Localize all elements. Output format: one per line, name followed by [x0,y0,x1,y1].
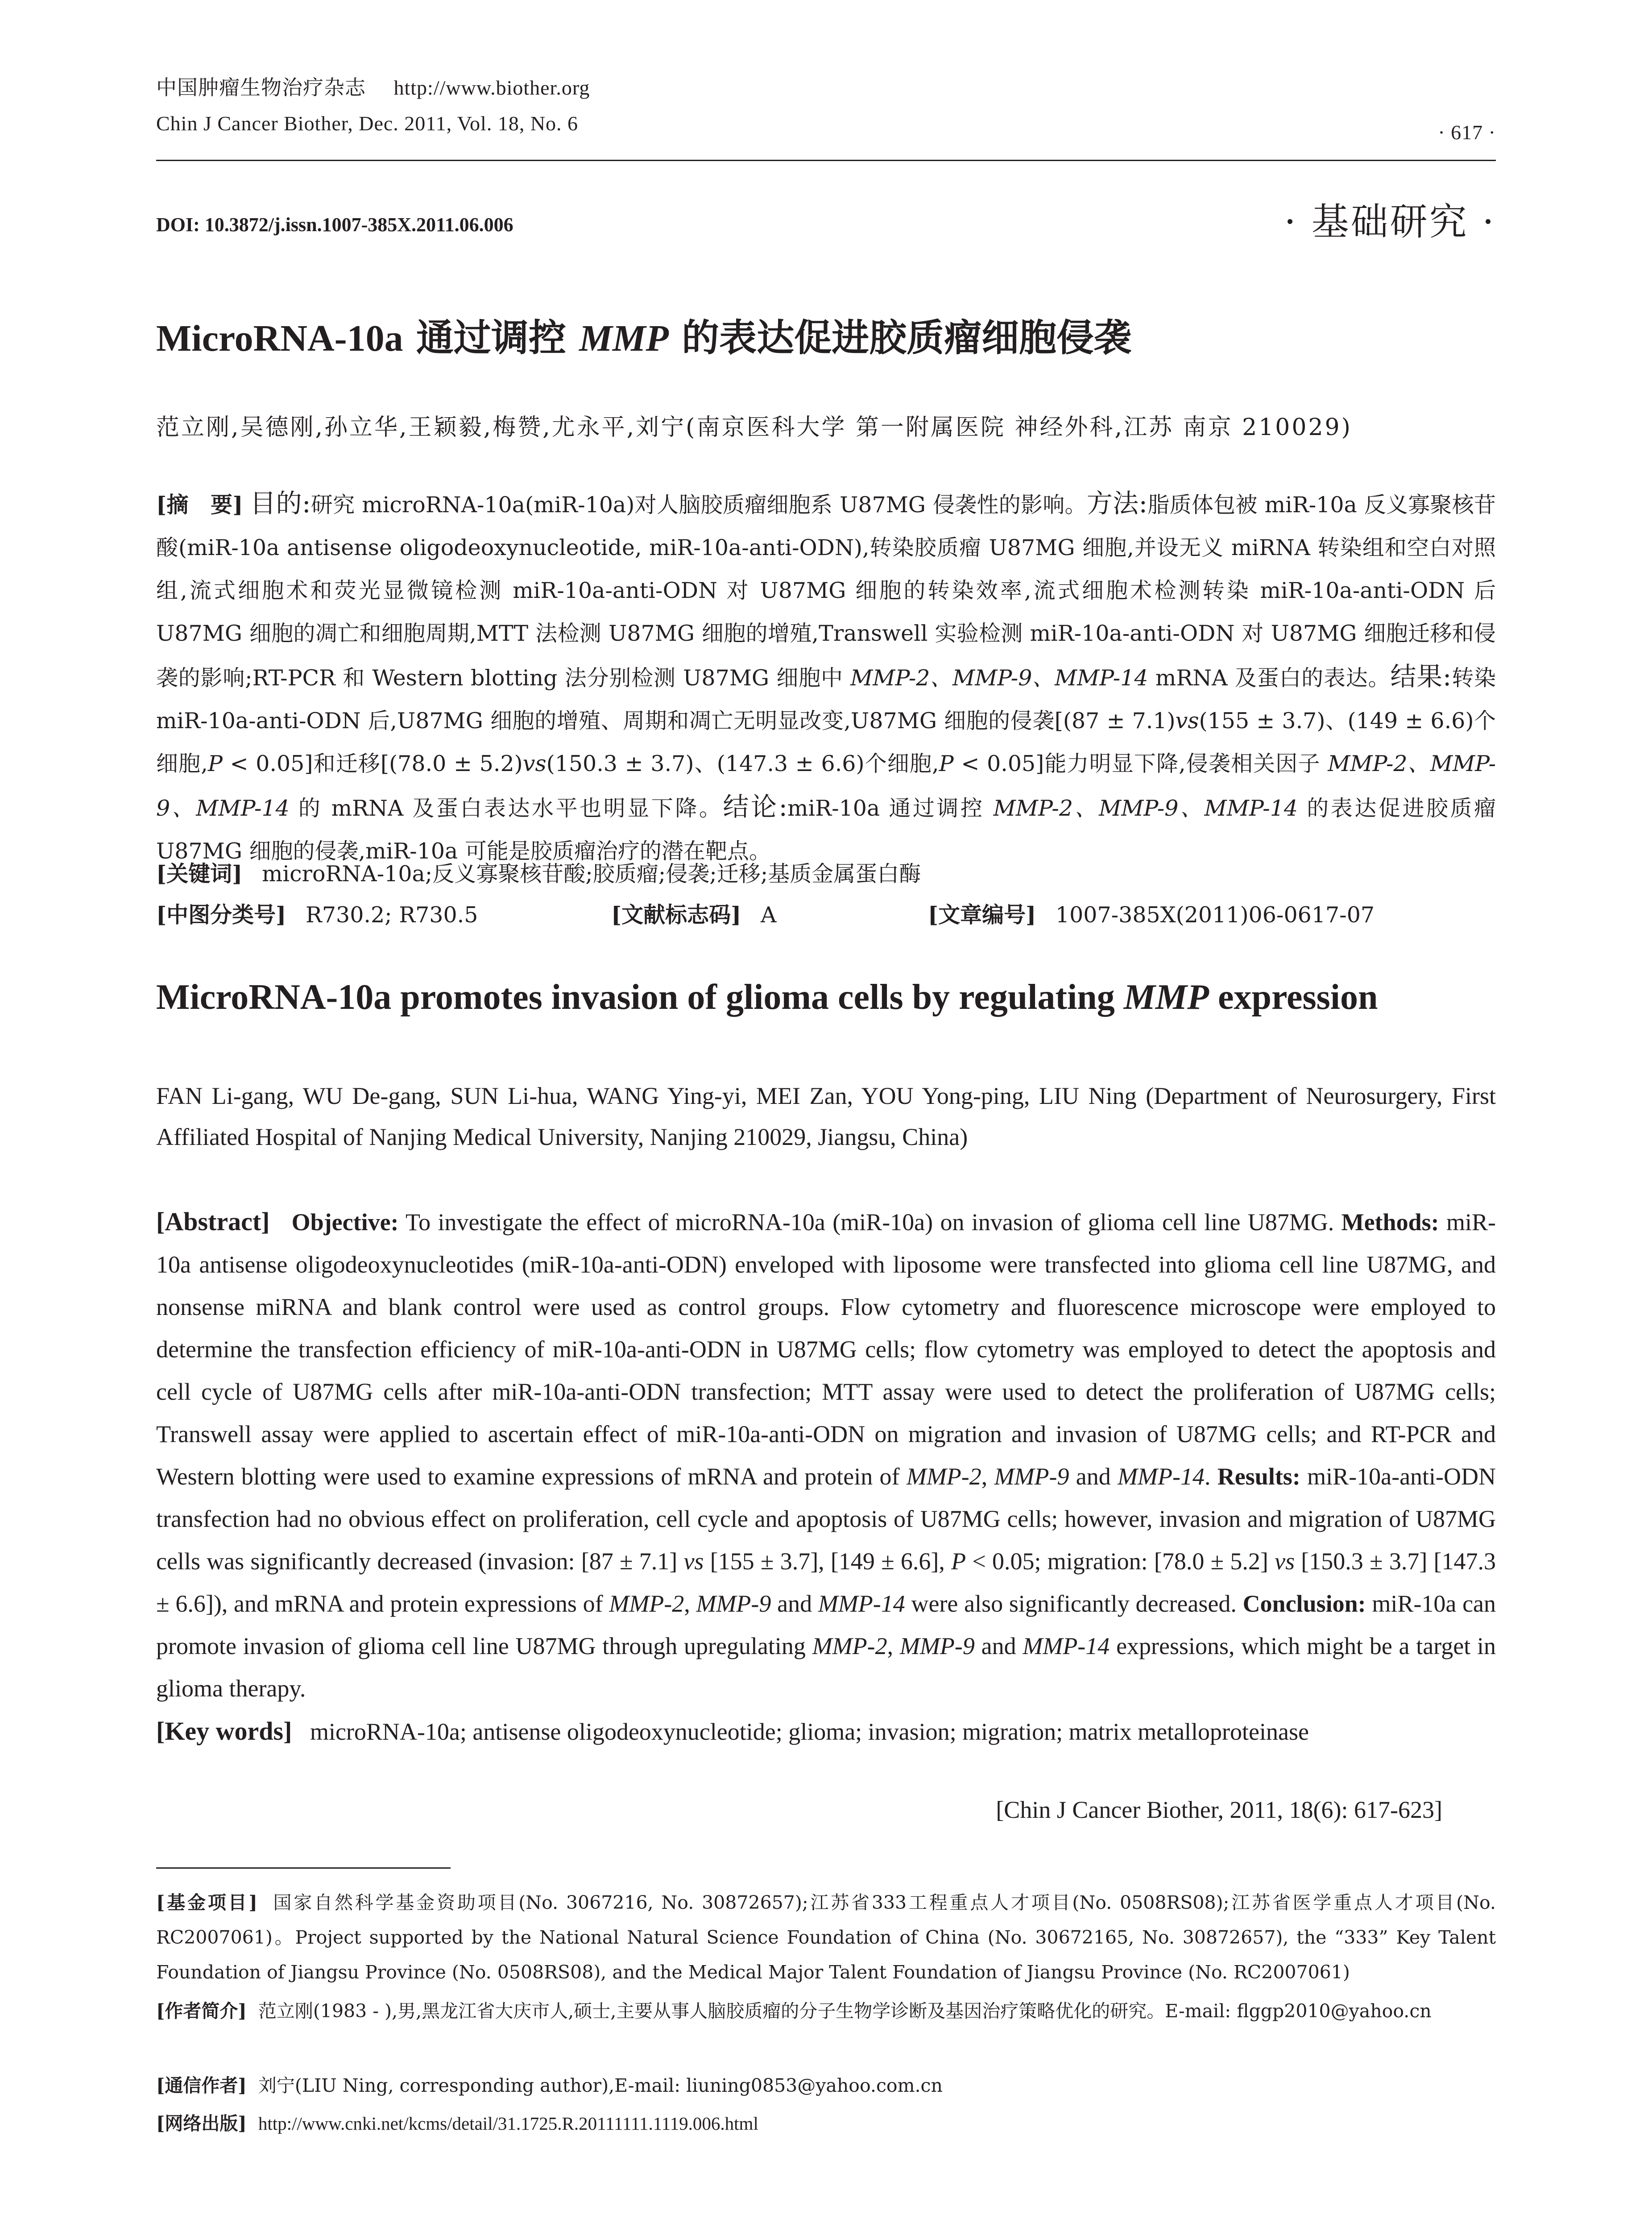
abstract-en-label: [Abstract] [156,1207,270,1236]
title-en: MicroRNA-10a promotes invasion of glioma cells by regulating MMP expression [156,978,1378,1017]
footnote-corresponding: [通信作者] 刘宁(LIU Ning, corresponding author),E-mail: liuning0853@yahoo.com.cn [156,2075,943,2096]
footnote-fund: [基金项目] 国家自然科学基金资助项目(No. 3067216, No. 30872657);江苏省333工程重点人才项目(No. 0508RS08);江苏省医学重点人才项目(No. RC2007061)。Project supported by the National Natural Science Foundation of China (No. 30672165, No. 30872657), the “333” Key Talent Foundation of Jiangsu Province (No. 0508RS08), and the Medical Major Talent Foundation of Jiangsu Province (No. RC2007061) [156,1892,1496,1983]
keywords-en-label: [Key words] [156,1717,292,1746]
page-number: · 617 · [1438,121,1496,144]
footnote-rule [156,1867,451,1869]
footnote-online: [网络出版] http://www.cnki.net/kcms/detail/31.1725.R.20111111.1119.006.html [156,2113,758,2134]
keywords-cn: [关键词] microRNA-10a;反义寡聚核苷酸;胶质瘤;侵袭;迁移;基质金属蛋白酶 [156,861,921,887]
authors-cn: 范立刚,吴德刚,孙立华,王颖毅,梅赞,尤永平,刘宁(南京医科大学 第一附属医院 神经外科,江苏 南京 210029) [156,414,1352,441]
abstract-cn-label: [摘 要] [156,492,243,518]
journal-name-cn: 中国肿瘤生物治疗杂志 [156,76,366,99]
abstract-cn: [摘 要] 目的:研究 microRNA-10a(miR-10a)对人脑胶质瘤细胞系 U87MG 侵袭性的影响。方法:脂质体包被 miR-10a 反义寡聚核苷酸(miR-10a antisense oligodeoxynucleotide, miR-10a-anti-ODN),转染胶质瘤 U87MG 细胞,并设无义 miRNA 转染组和空白对照组,流式细胞术和荧光显微镜检测 miR-10a-anti-ODN 对 U87MG 细胞的转染效率,流式细胞术检测转染 miR-10a-anti-ODN 后 U87MG 细胞的凋亡和细胞周期,MTT 法检测 U87MG 细胞的增殖,Transwell 实验检测 miR-10a-anti-ODN 对 U87MG 细胞迁移和侵袭的影响;RT-PCR 和 Western blotting 法分别检测 U87MG 细胞中 MMP-2、MMP-9、MMP-14 mRNA 及蛋白的表达。结果:转染 miR-10a-anti-ODN 后,U87MG 细胞的增殖、周期和凋亡无明显改变,U87MG 细胞的侵袭[(87 ± 7.1)vs(155 ± 3.7)、(149 ± 6.6)个细胞,P < 0.05]和迁移[(78.0 ± 5.2)vs(150.3 ± 3.7)、(147.3 ± 6.6)个细胞,P < 0.05]能力明显下降,侵袭相关因子 MMP-2、MMP-9、MMP-14 的 mRNA 及蛋白表达水平也明显下降。结论:miR-10a 通过调控 MMP-2、MMP-9、MMP-14 的表达促进胶质瘤 U87MG 细胞的侵袭,miR-10a 可能是胶质瘤治疗的潜在靶点。 [156,488,1496,864]
running-header-journal [156,71,590,101]
section-label: · 基础研究 · [1284,200,1496,244]
online-url[interactable]: http://www.cnki.net/kcms/detail/31.1725.R.20111111.1119.006.html [258,2113,758,2134]
authors-en: FAN Li-gang, WU De-gang, SUN Li-hua, WANG Ying-yi, MEI Zan, YOU Yong-ping, LIU Ning (Department of Neurosurgery, First Affiliated Hospital of Nanjing Medical University, Nanjing 210029, Jiangsu, China) [156,1082,1496,1150]
document-code: [文献标志码] A [611,902,777,928]
citation: [Chin J Cancer Biother, 2011, 18(6): 617-623] [996,1796,1442,1823]
footnote-author: [作者简介] 范立刚(1983 - ),男,黑龙江省大庆市人,硕士,主要从事人脑胶质瘤的分子生物学诊断及基因治疗策略优化的研究。E-mail: flggp2010@yahoo.cn [156,2000,1432,2022]
journal-url[interactable]: http://www.biother.org [393,76,590,99]
article-number: [文章编号] 1007-385X(2011)06-0617-07 [928,902,1375,928]
journal-citation-en: Chin J Cancer Biother, Dec. 2011, Vol. 18, No. 6 [156,112,579,135]
header-rule [156,160,1496,161]
abstract-en: [Abstract] Objective: To investigate the effect of microRNA-10a (miR-10a) on invasion of glioma cell line U87MG. Methods: miR-10a antisense oligodeoxynucleotides (miR-10a-anti-ODN) enveloped with liposome were transfected into glioma cell line U87MG, and nonsense miRNA and blank control were used as control groups. Flow cytometry and fluorescence microscope were employed to determine the transfection efficiency of miR-10a-anti-ODN in U87MG cells; flow cytometry was employed to detect the apoptosis and cell cycle of U87MG cells after miR-10a-anti-ODN transfection; MTT assay were used to detect the proliferation of U87MG cells; Transwell assay were applied to ascertain effect of miR-10a-anti-ODN on migration and invasion of U87MG cells; and RT-PCR and Western blotting were used to examine expressions of mRNA and protein of MMP-2, MMP-9 and MMP-14. Results: miR-10a-anti-ODN transfection had no obvious effect on proliferation, cell cycle and apoptosis of U87MG cells; however, invasion and migration of U87MG cells was significantly decreased (invasion: [87 ± 7.1] vs [155 ± 3.7], [149 ± 6.6], P < 0.05; migration: [78.0 ± 5.2] vs [150.3 ± 3.7] [147.3 ± 6.6]), and mRNA and protein expressions of MMP-2, MMP-9 and MMP-14 were also significantly decreased. Conclusion: miR-10a can promote invasion of glioma cell line U87MG through upregulating MMP-2, MMP-9 and MMP-14 expressions, which might be a target in glioma therapy. [Key words] microRNA-10a; antisense oligodeoxynucleotide; glioma; invasion; migration; matrix metalloproteinase [156,1207,1496,1746]
keywords-en: microRNA-10a; antisense oligodeoxynucleotide; glioma; invasion; migration; matrix metalloproteinase [310,1718,1309,1745]
doi: DOI: 10.3872/j.issn.1007-385X.2011.06.006 [156,214,513,236]
title-cn: MicroRNA-10a 通过调控 MMP 的表达促进胶质瘤细胞侵袭 [156,315,1132,360]
clc-number: [中图分类号] R730.2; R730.5 [156,902,478,928]
